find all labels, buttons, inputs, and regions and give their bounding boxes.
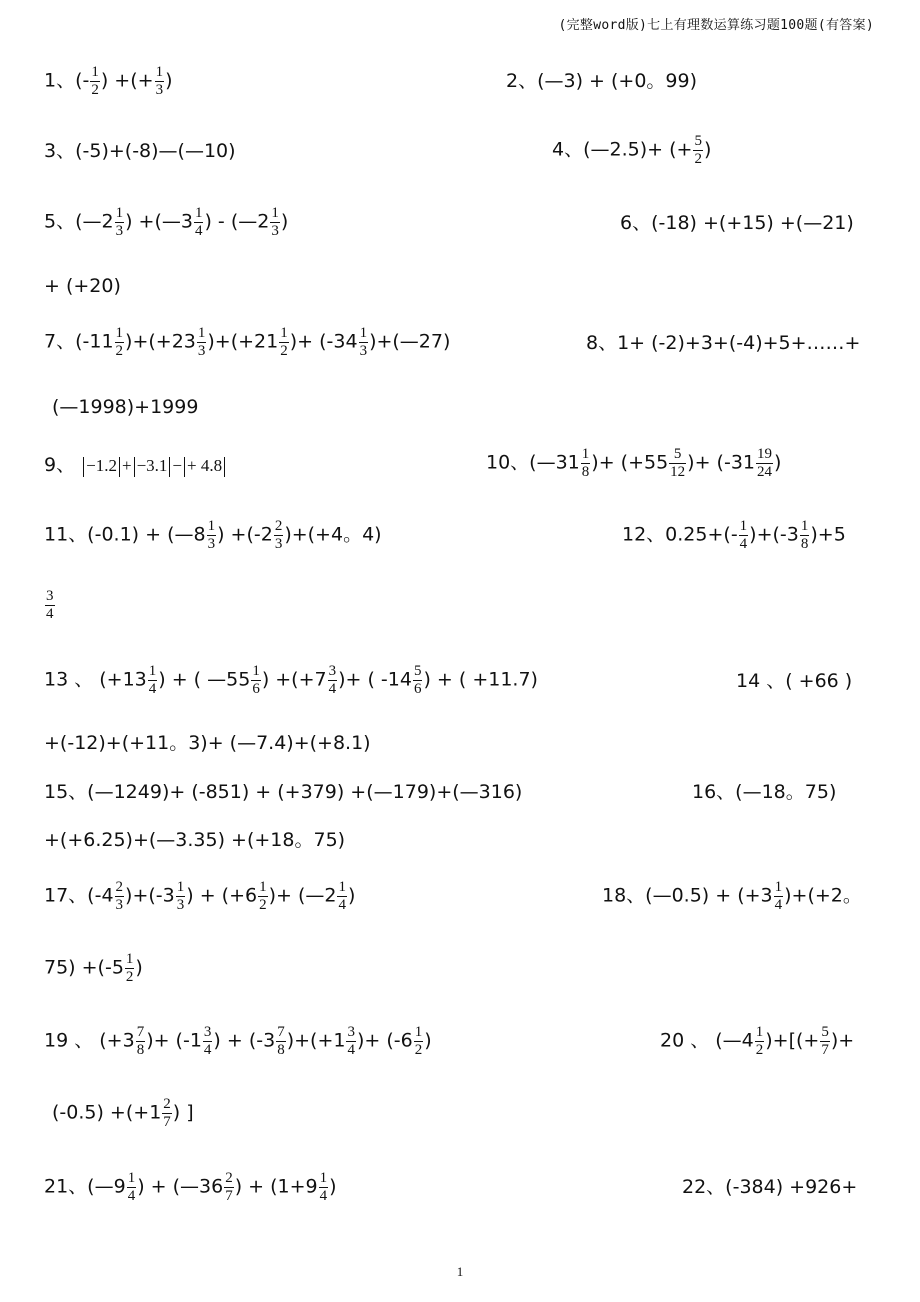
- problem-6-text: + (+20): [44, 275, 121, 297]
- problem-17-text: ) + (+6: [186, 884, 258, 907]
- fraction: $\frac{1}{8}$: [581, 446, 590, 480]
- fraction: $\frac{5}{7}$: [821, 1024, 829, 1058]
- problem-8-text: (—1998)+1999: [52, 396, 199, 418]
- fraction: $\frac{1}{3}$: [176, 879, 185, 913]
- fraction: $\frac{5}{12}$: [670, 446, 686, 480]
- problem-13-text: ) + ( +11.7): [423, 668, 538, 691]
- fraction: $\frac{1}{4}$: [739, 518, 748, 552]
- problem-8-text: 8、1+ (-2)+3+(-4)+5+……+: [586, 332, 861, 354]
- problem-1-text: 1、(-: [44, 69, 90, 92]
- problem-7: [44, 325, 450, 359]
- problem-5-text: ): [280, 210, 289, 233]
- fraction: $\frac{1}{4}$: [194, 205, 203, 239]
- problem-12-text: )+(-3: [749, 523, 799, 546]
- problem-9-label: 9、: [44, 454, 76, 476]
- problem-4-text: 4、(—2.5)+ (+: [552, 138, 693, 161]
- problem-1-text: ): [165, 69, 173, 92]
- fraction: $\frac{1}{2}$: [280, 325, 288, 359]
- problem-15-text: 15、(—1249)+ (-851) + (+379) +(—179)+(—316): [44, 781, 523, 803]
- fraction: $\frac{1}{2}$: [125, 951, 134, 985]
- problem-7-text: )+(—27): [369, 330, 451, 353]
- fraction: $\frac{3}{4}$: [46, 588, 54, 622]
- fraction: $\frac{2}{7}$: [163, 1096, 171, 1130]
- problem-10-text: ): [774, 451, 782, 474]
- fraction: $\frac{1}{2}$: [414, 1024, 423, 1058]
- fraction: $\frac{1}{2}$: [259, 879, 267, 913]
- problem-18-text: 75) +(-5: [44, 956, 124, 979]
- problem-13-text: ) + ( —55: [158, 668, 251, 691]
- problem-21: [44, 1170, 337, 1204]
- problem-6-text: 6、(-18) +(+15) +(—21): [620, 212, 854, 234]
- fraction: $\frac{1}{3}$: [271, 205, 279, 239]
- problem-20-text: (-0.5) +(+1: [52, 1101, 162, 1124]
- problem-14: [736, 672, 852, 691]
- problem-19-text: )+ (-1: [146, 1029, 202, 1052]
- fraction: $\frac{1}{2}$: [91, 64, 99, 98]
- problem-19-text: ): [424, 1029, 432, 1052]
- problem-11-text: ) +(-2: [217, 523, 273, 546]
- problem-1-text: ) +(+: [100, 69, 154, 92]
- fraction: $\frac{7}{8}$: [277, 1024, 285, 1058]
- problem-19-text: )+ (-6: [356, 1029, 413, 1052]
- fraction: $\frac{1}{4}$: [127, 1170, 136, 1204]
- problem-8-continued: [52, 398, 198, 417]
- problem-17-text: )+(-3: [125, 884, 175, 907]
- problem-19-text: )+(+1: [286, 1029, 346, 1052]
- problem-18-continued: [44, 951, 143, 985]
- problem-12: [622, 518, 846, 552]
- problem-5-text: ) - (—2: [204, 210, 270, 233]
- problem-16-text: +(+6.25)+(—3.35) +(+18。75): [44, 829, 346, 851]
- fraction: $\frac{5}{6}$: [413, 663, 422, 697]
- problem-21-text: ): [329, 1175, 337, 1198]
- problem-15: [44, 783, 522, 802]
- problem-7-text: )+(+23: [125, 330, 196, 353]
- problem-11-text: )+(+4。4): [284, 523, 382, 546]
- problem-11-text: 11、(-0.1) + (—8: [44, 523, 206, 546]
- problem-12-text: )+5: [810, 523, 846, 546]
- problem-2-text: 2、(—3) + (+0。99): [506, 70, 698, 92]
- problem-13-text: ) +(+7: [261, 668, 327, 691]
- fraction: $\frac{19}{24}$: [757, 446, 772, 480]
- problem-8: [586, 334, 860, 353]
- fraction: $\frac{1}{4}$: [338, 879, 346, 913]
- problem-18: [602, 879, 862, 913]
- problem-1: [44, 64, 173, 98]
- problem-10-text: )+ (-31: [687, 451, 755, 474]
- problem-14-continued: [44, 734, 371, 753]
- problem-20-text: ) ]: [172, 1101, 194, 1124]
- problem-22-text: 22、(-384) +926+: [682, 1176, 858, 1198]
- fraction: $\frac{1}{3}$: [197, 325, 206, 359]
- problem-3: [44, 142, 236, 161]
- problem-5: [44, 205, 288, 239]
- problem-20: [660, 1024, 854, 1058]
- problem-11: [44, 518, 382, 552]
- problem-6: [620, 214, 854, 233]
- fraction: $\frac{1}{3}$: [155, 64, 164, 98]
- fraction: $\frac{2}{3}$: [274, 518, 283, 552]
- problem-19-text: ) + (-3: [213, 1029, 276, 1052]
- problem-20-text: 20 、 (—4: [660, 1029, 754, 1052]
- problem-5-text: ) +(—3: [125, 210, 193, 233]
- fraction: $\frac{1}{4}$: [319, 1170, 328, 1204]
- problem-17-text: ): [347, 884, 356, 907]
- problem-13-text: 13 、 (+13: [44, 668, 147, 691]
- problem-7-text: )+ (-34: [289, 330, 358, 353]
- fraction: $\frac{1}{3}$: [207, 518, 216, 552]
- fraction: $\frac{1}{3}$: [359, 325, 368, 359]
- problem-20-continued: [52, 1096, 194, 1130]
- problem-10: [486, 446, 781, 480]
- problem-7-text: 7、(-11: [44, 330, 114, 353]
- problem-21-text: ) + (—36: [137, 1175, 224, 1198]
- problem-17: [44, 879, 355, 913]
- fraction: $\frac{3}{4}$: [347, 1024, 355, 1058]
- fraction: $\frac{2}{3}$: [115, 879, 124, 913]
- fraction: $\frac{3}{4}$: [203, 1024, 212, 1058]
- problem-19-text: 19 、 (+3: [44, 1029, 135, 1052]
- problem-2: [506, 72, 697, 91]
- fraction: $\frac{3}{4}$: [328, 663, 337, 697]
- problem-18-text: 18、(—0.5) + (+3: [602, 884, 773, 907]
- problem-16-continued: [44, 831, 345, 850]
- problem-20-text: )+: [830, 1029, 855, 1052]
- problem-19: [44, 1024, 432, 1058]
- fraction: $\frac{1}{2}$: [115, 325, 124, 359]
- problem-14-text: +(-12)+(+11。3)+ (—7.4)+(+8.1): [44, 732, 371, 754]
- problem-16: [692, 783, 836, 802]
- problem-13-text: )+ ( -14: [338, 668, 412, 691]
- fraction: $\frac{1}{3}$: [115, 205, 124, 239]
- page-number: 1: [456, 1264, 464, 1279]
- problem-21-text: ) + (1+9: [234, 1175, 318, 1198]
- fraction: $\frac{1}{8}$: [800, 518, 809, 552]
- fraction: $\frac{1}{2}$: [755, 1024, 764, 1058]
- problem-10-text: )+ (+55: [591, 451, 669, 474]
- problem-17-text: )+ (—2: [268, 884, 337, 907]
- problem-21-text: 21、(—9: [44, 1175, 126, 1198]
- problem-5-text: 5、(—2: [44, 210, 114, 233]
- fraction: $\frac{7}{8}$: [136, 1024, 145, 1058]
- problem-20-text: )+[(+: [765, 1029, 820, 1052]
- fraction: $\frac{1}{4}$: [148, 663, 157, 697]
- problem-9: [44, 456, 227, 477]
- fraction: $\frac{2}{7}$: [225, 1170, 233, 1204]
- problem-12-text: 12、0.25+(-: [622, 523, 738, 546]
- problem-18-text: )+(+2。: [784, 884, 862, 907]
- problem-13: [44, 663, 538, 697]
- problem-6-continued: [44, 277, 121, 296]
- problem-4-text: ): [703, 138, 712, 161]
- problem-3-text: 3、(-5)+(-8)—(—10): [44, 140, 236, 162]
- problem-12-continued: [44, 588, 56, 622]
- problem-17-text: 17、(-4: [44, 884, 114, 907]
- document-header: (完整word版)七上有理数运算练习题100题(有答案): [558, 18, 874, 33]
- fraction: $\frac{5}{2}$: [694, 133, 702, 167]
- fraction: $\frac{1}{4}$: [774, 879, 783, 913]
- problem-18-text: ): [135, 956, 143, 979]
- fraction: $\frac{1}{6}$: [252, 663, 260, 697]
- absolute-value-expression: −1.2 + −3.1 − + 4.8: [81, 456, 227, 475]
- problem-22: [682, 1178, 857, 1197]
- problem-10-text: 10、(—31: [486, 451, 580, 474]
- problem-16-text: 16、(—18。75): [692, 781, 837, 803]
- problem-4: [552, 133, 711, 167]
- problem-14-text: 14 、( +66 ): [736, 670, 853, 692]
- problem-7-text: )+(+21: [207, 330, 279, 353]
